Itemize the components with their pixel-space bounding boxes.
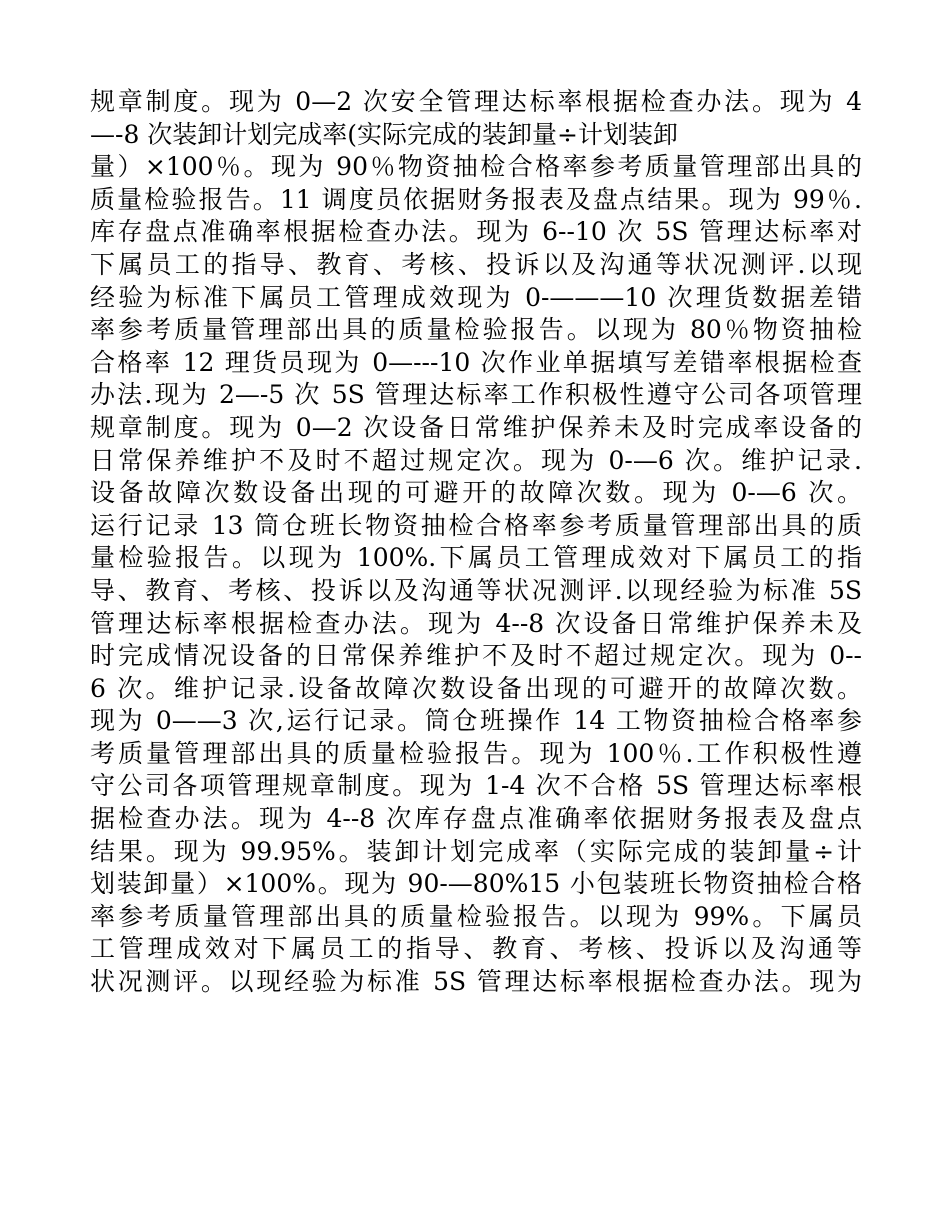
text-line: 考质量管理部出具的质量检验报告。现为 100％.工作积极性遵: [90, 738, 862, 768]
text-line: 导、教育、考核、投诉以及沟通等状况测评.以现经验为标准 5S: [90, 575, 862, 605]
text-line: 率参考质量管理部出具的质量检验报告。以现为 99%。下属员: [90, 901, 862, 931]
text-line: 合格率 12 理货员现为 0—---10 次作业单据填写差错率根据检查: [90, 347, 862, 377]
text-line: 据检查办法。现为 4--8 次库存盘点准确率依据财务报表及盘点: [90, 804, 862, 834]
text-line: 管理达标率根据检查办法。现为 4--8 次设备日常维护保养未及: [90, 608, 862, 638]
text-line: 运行记录 13 筒仓班长物资抽检合格率参考质量管理部出具的质: [90, 510, 862, 540]
text-line: 质量检验报告。11 调度员依据财务报表及盘点结果。现为 99％.: [90, 184, 862, 214]
text-line: 库存盘点准确率根据检查办法。现为 6--10 次 5S 管理达标率对: [90, 217, 862, 247]
text-line: 守公司各项管理规章制度。现为 1-4 次不合格 5S 管理达标率根: [90, 771, 862, 801]
text-line: 量检验报告。以现为 100%.下属员工管理成效对下属员工的指: [90, 543, 862, 573]
body-text: [90, 86, 862, 999]
text-line: 规章制度。现为 0—2 次安全管理达标率根据检查办法。现为 4: [90, 87, 862, 116]
text-line: 工管理成效对下属员工的指导、教育、考核、投诉以及沟通等: [90, 934, 862, 964]
text-line: 状况测评。以现经验为标准 5S 管理达标率根据检查办法。现为: [90, 967, 862, 997]
text-line: 经验为标准下属员工管理成效现为 0-———10 次理货数据差错: [90, 282, 862, 312]
text-line: 设备故障次数设备出现的可避开的故障次数。现为 0-—6 次。: [90, 478, 862, 508]
text-line: 规章制度。现为 0—2 次设备日常维护保养未及时完成率设备的: [90, 412, 862, 442]
text-line: 日常保养维护不及时不超过规定次。现为 0-—6 次。维护记录.: [90, 445, 862, 475]
text-line: 时完成情况设备的日常保养维护不及时不超过规定次。现为 0--: [90, 641, 862, 671]
text-line: 现为 0——3 次,运行记录。筒仓班操作 14 工物资抽检合格率参: [90, 706, 862, 736]
text-line: 率参考质量管理部出具的质量检验报告。以现为 80％物资抽检: [90, 315, 862, 345]
text-line: 下属员工的指导、教育、考核、投诉以及沟通等状况测评.以现: [90, 249, 862, 279]
text-line: 量）×100％。现为 90％物资抽检合格率参考质量管理部出具的: [90, 152, 862, 182]
text-line: 划装卸量）×100%。现为 90-—80%15 小包装班长物资抽检合格: [90, 869, 862, 899]
text-line: 办法.现为 2—-5 次 5S 管理达标率工作积极性遵守公司各项管理: [90, 380, 862, 410]
text-line: 6 次。维护记录.设备故障次数设备出现的可避开的故障次数。: [90, 673, 862, 703]
text-line: 结果。现为 99.95%。装卸计划完成率（实际完成的装卸量÷计: [90, 836, 862, 866]
text-line: —-8 次装卸计划完成率(实际完成的装卸量÷计划装卸: [90, 119, 679, 149]
